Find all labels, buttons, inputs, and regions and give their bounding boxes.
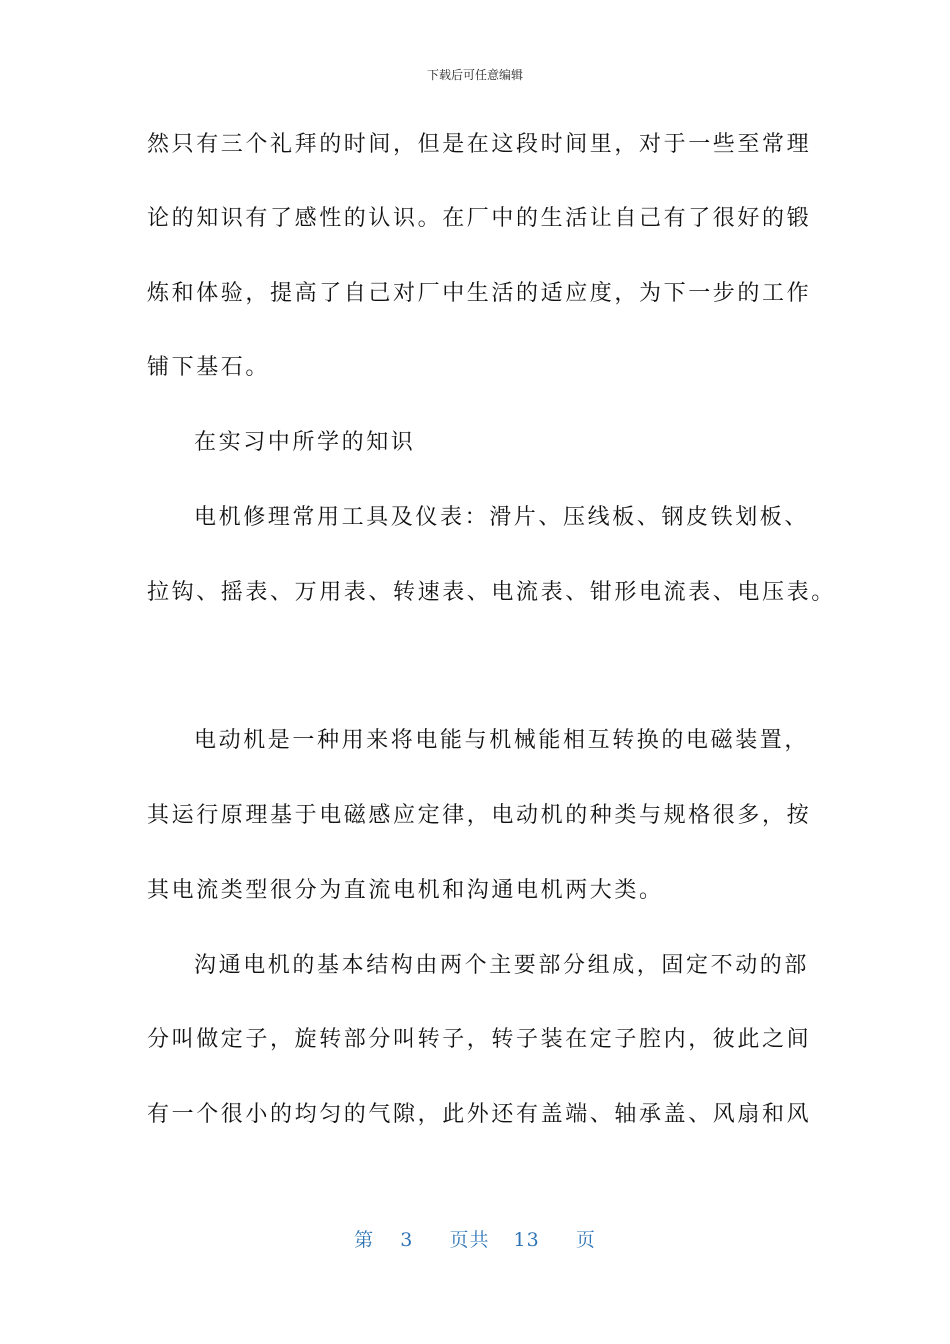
body-line-10: 其电流类型很分为直流电机和沟通电机两大类。 [147,878,664,903]
section-heading: 在实习中所学的知识 [194,430,416,455]
body-line-6: 电机修理常用工具及仪表：滑片、压线板、钢皮铁划板、 [194,505,810,530]
body-line-13: 有一个很小的均匀的气隙，此外还有盖端、轴承盖、风扇和风 [147,1102,812,1127]
body-line-4: 铺下基石。 [147,355,271,380]
body-line-1: 然只有三个礼拜的时间，但是在这段时间里，对于一些至常理 [147,132,812,157]
page-footer [0,1225,950,1252]
body-line-8: 电动机是一种用来将电能与机械能相互转换的电磁装置， [194,728,810,753]
footer-middle: 页共 [449,1229,490,1251]
body-line-7: 拉钩、摇表、万用表、转速表、电流表、钳形电流表、电压表。 [147,580,836,605]
body-line-2: 论的知识有了感性的认识。在厂中的生活让自己有了很好的锻 [147,206,812,231]
footer-prefix: 第 [354,1229,375,1251]
footer-total-pages: 13 [513,1229,540,1251]
body-line-3: 炼和体验，提高了自己对厂中生活的适应度，为下一步的工作 [147,281,812,306]
body-line-9: 其运行原理基于电磁感应定律，电动机的种类与规格很多，按 [147,803,812,828]
body-line-12: 分叫做定子，旋转部分叫转子，转子装在定子腔内，彼此之间 [147,1027,812,1052]
footer-page-number: 3 [400,1229,414,1251]
body-line-11: 沟通电机的基本结构由两个主要部分组成，固定不动的部 [194,953,810,978]
page-header: 下载后可任意编辑 [426,68,523,82]
footer-suffix: 页 [575,1229,596,1251]
